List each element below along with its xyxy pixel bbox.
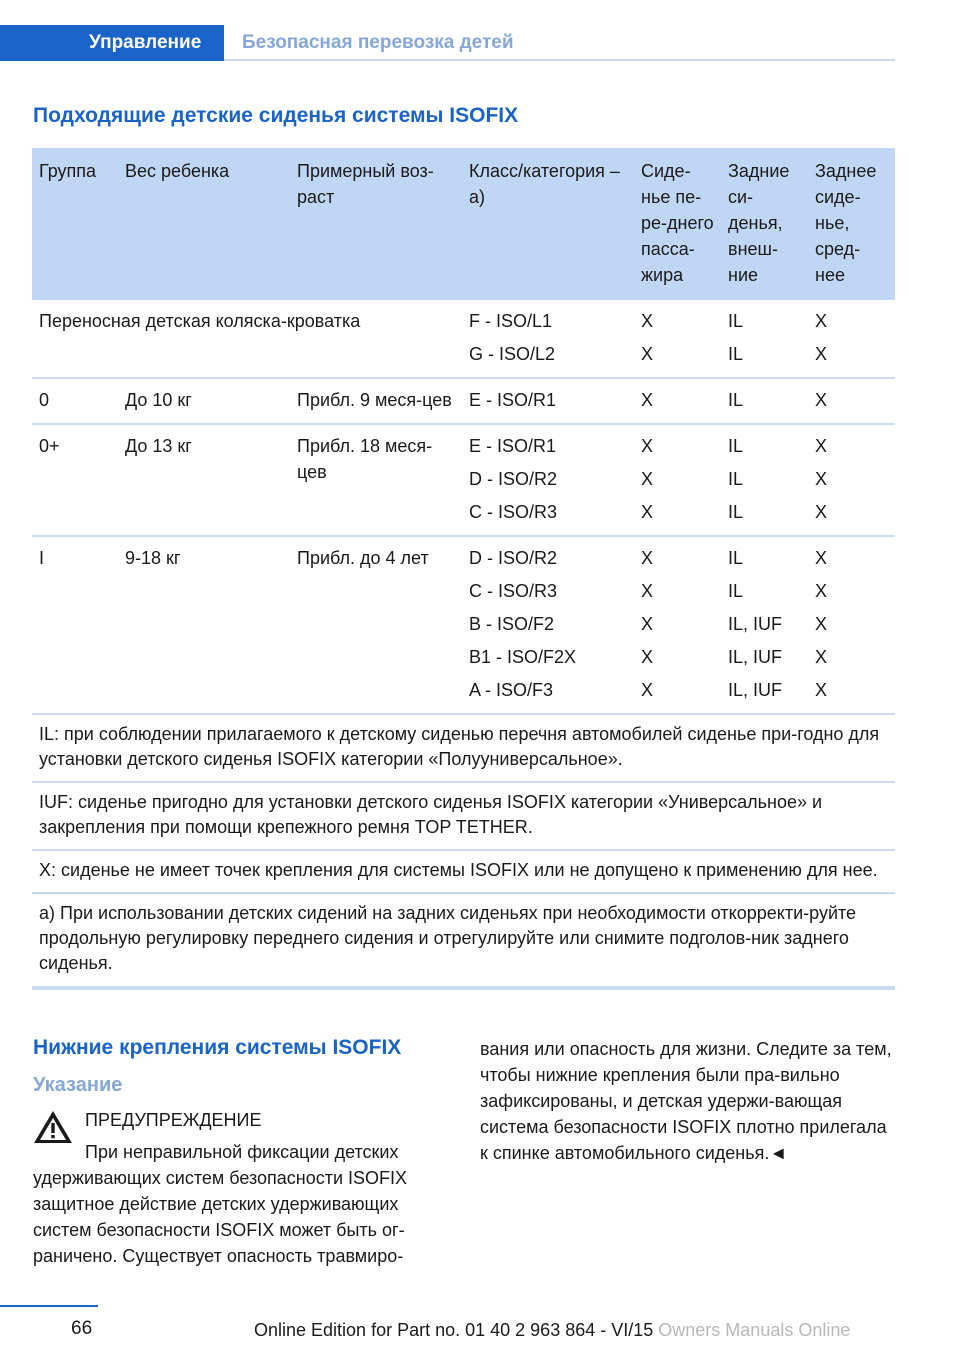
cell-line: IL [728, 344, 744, 364]
cell-line: X [815, 614, 828, 634]
cell-line: X [641, 390, 654, 410]
table-note-row [32, 782, 895, 850]
cell-line: X [815, 390, 828, 410]
cell-line: IL [728, 548, 744, 568]
header-section-label: Управление [89, 32, 202, 53]
header-subsection-label: Безопасная перевозка детей [242, 32, 514, 53]
warning-text: При неправильной фиксации детских удерживающих систем безопасности ISOFIX защитное действие детских удерживающих систем безопасности ISOFIX может быть ог-раничено. Существует опасность травмиро- [33, 1142, 408, 1266]
warning-icon [33, 1109, 73, 1145]
table-row [32, 424, 895, 536]
cell-line: X [815, 344, 828, 364]
cell-age: Прибл. 18 меся-цев [290, 424, 462, 536]
note-x: X: сиденье не имеет точек крепления для системы ISOFIX или не допущено к применению для нее. [32, 850, 895, 893]
table-note-row [32, 714, 895, 782]
footer-edition [254, 1320, 850, 1341]
cell-line: E - ISO/R1 [469, 390, 557, 410]
cell-line: X [815, 548, 828, 568]
cell-line: IL [728, 502, 744, 522]
section-title: Нижние крепления системы ISOFIX [33, 1036, 402, 1059]
warning-block [33, 1107, 448, 1269]
cell-rear-middle [808, 536, 895, 714]
cell-rear-middle [808, 424, 895, 536]
cell-line: X [815, 469, 828, 489]
table-row [32, 536, 895, 714]
cell-line: X [641, 680, 654, 700]
cell-group: I [32, 536, 118, 714]
cell-rear-middle [808, 300, 895, 378]
cell-rear-outer [721, 378, 808, 424]
note-il: IL: при соблюдении прилагаемого к детскому сиденью перечня автомобилей сиденье при-годно для установки детского сиденья ISOFIX категории «Полууниверсальное». [32, 714, 895, 782]
note-a: a) При использовании детских сидений на задних сиденьях при необходимости откорректи-руйте продольную регулировку переднего сидения и отрегулируйте или снимите подголов-ник заднего сиденья. [32, 893, 895, 988]
cell-line: X [815, 647, 828, 667]
cell-group: 0 [32, 378, 118, 424]
section-subtitle: Указание [33, 1074, 123, 1096]
note-iuf: IUF: сиденье пригодно для установки детского сиденья ISOFIX категории «Универсальное» и закрепления при помощи крепежного ремня TOP TETHER. [32, 782, 895, 850]
cell-line: IL [728, 436, 744, 456]
cell-weight: До 10 кг [118, 378, 290, 424]
cell-line: IL, IUF [728, 680, 783, 700]
cell-line: X [641, 614, 654, 634]
cell-rear-outer [721, 300, 808, 378]
cell-line: A - ISO/F3 [469, 680, 554, 700]
cell-line: X [641, 344, 654, 364]
cell-line: X [641, 311, 654, 331]
header-rear-outer: Задние си-денья, внеш-ние [721, 148, 808, 300]
cell-classes [462, 424, 634, 536]
cell-rear-middle [808, 378, 895, 424]
header-weight: Вес ребенка [118, 148, 290, 300]
cell-age: Прибл. до 4 лет [290, 536, 462, 714]
cell-rear-outer [721, 424, 808, 536]
cell-group: 0+ [32, 424, 118, 536]
footer-edition-text: Online Edition for Part no. 01 40 2 963 864 - VI/15 [254, 1320, 654, 1340]
cell-line: X [641, 436, 654, 456]
cell-line: X [641, 581, 654, 601]
warning-continued-text: вания или опасность для жизни. Следите за тем, чтобы нижние крепления были пра-вильно зафиксированы, и детская удержи-вающая система безопасности ISOFIX плотно прилегала к спинке автомобильного сиденья.◄ [480, 1039, 892, 1163]
header-class: Класс/категория – a) [462, 148, 634, 300]
cell-line: IL [728, 581, 744, 601]
cell-classes [462, 536, 634, 714]
cell-line: IL [728, 311, 744, 331]
cell-line: D - ISO/R2 [469, 548, 558, 568]
right-column [480, 1036, 895, 1166]
header-group: Группа [32, 148, 118, 300]
cell-line: G - ISO/L2 [469, 344, 556, 364]
table-header-row [32, 148, 895, 300]
cell-line: C - ISO/R3 [469, 502, 558, 522]
cell-line: X [641, 548, 654, 568]
page-title: Подходящие детские сиденья системы ISOFIX [33, 104, 519, 127]
cell-line: X [815, 581, 828, 601]
cell-line: IL, IUF [728, 647, 783, 667]
table-note-row [32, 850, 895, 893]
cell-line: X [815, 311, 828, 331]
cell-line: X [815, 680, 828, 700]
cell-line: IL [728, 390, 744, 410]
footer-watermark: Owners Manuals Online [658, 1320, 851, 1340]
header-age: Примерный воз-раст [290, 148, 462, 300]
cell-line: F - ISO/L1 [469, 311, 553, 331]
cell-line: IL [728, 469, 744, 489]
cell-front [634, 536, 721, 714]
cell-line: X [641, 469, 654, 489]
cell-classes [462, 378, 634, 424]
table-note-row [32, 893, 895, 988]
cell-line: B - ISO/F2 [469, 614, 555, 634]
cell-classes [462, 300, 634, 378]
cell-front [634, 424, 721, 536]
table-row [32, 300, 895, 378]
cell-weight: До 13 кг [118, 424, 290, 536]
cell-age: Прибл. 9 меся-цев [290, 378, 462, 424]
cell-front [634, 378, 721, 424]
header-bar [0, 25, 895, 61]
cell-line: C - ISO/R3 [469, 581, 558, 601]
cell-line: X [641, 647, 654, 667]
page-number: 66 [71, 1318, 93, 1339]
cell-line: X [815, 502, 828, 522]
cell-line: IL, IUF [728, 614, 783, 634]
left-column [33, 1036, 448, 1269]
page-number-bar [0, 1305, 98, 1307]
cell-weight: 9-18 кг [118, 536, 290, 714]
table-row [32, 378, 895, 424]
cell-line: D - ISO/R2 [469, 469, 558, 489]
cell-group: Переносная детская коляска-кроватка [32, 300, 462, 378]
cell-front [634, 300, 721, 378]
warning-label: ПРЕДУПРЕЖДЕНИЕ [85, 1110, 262, 1130]
header-front-seat: Сиде-нье пе-ре-днего пасса-жира [634, 148, 721, 300]
isofix-table [32, 148, 895, 990]
cell-line: E - ISO/R1 [469, 436, 557, 456]
cell-line: B1 - ISO/F2X [469, 647, 577, 667]
header-rule [224, 59, 895, 61]
cell-line: X [641, 502, 654, 522]
cell-rear-outer [721, 536, 808, 714]
header-rear-middle: Заднее сиде-нье, сред-нее [808, 148, 895, 300]
cell-line: X [815, 436, 828, 456]
